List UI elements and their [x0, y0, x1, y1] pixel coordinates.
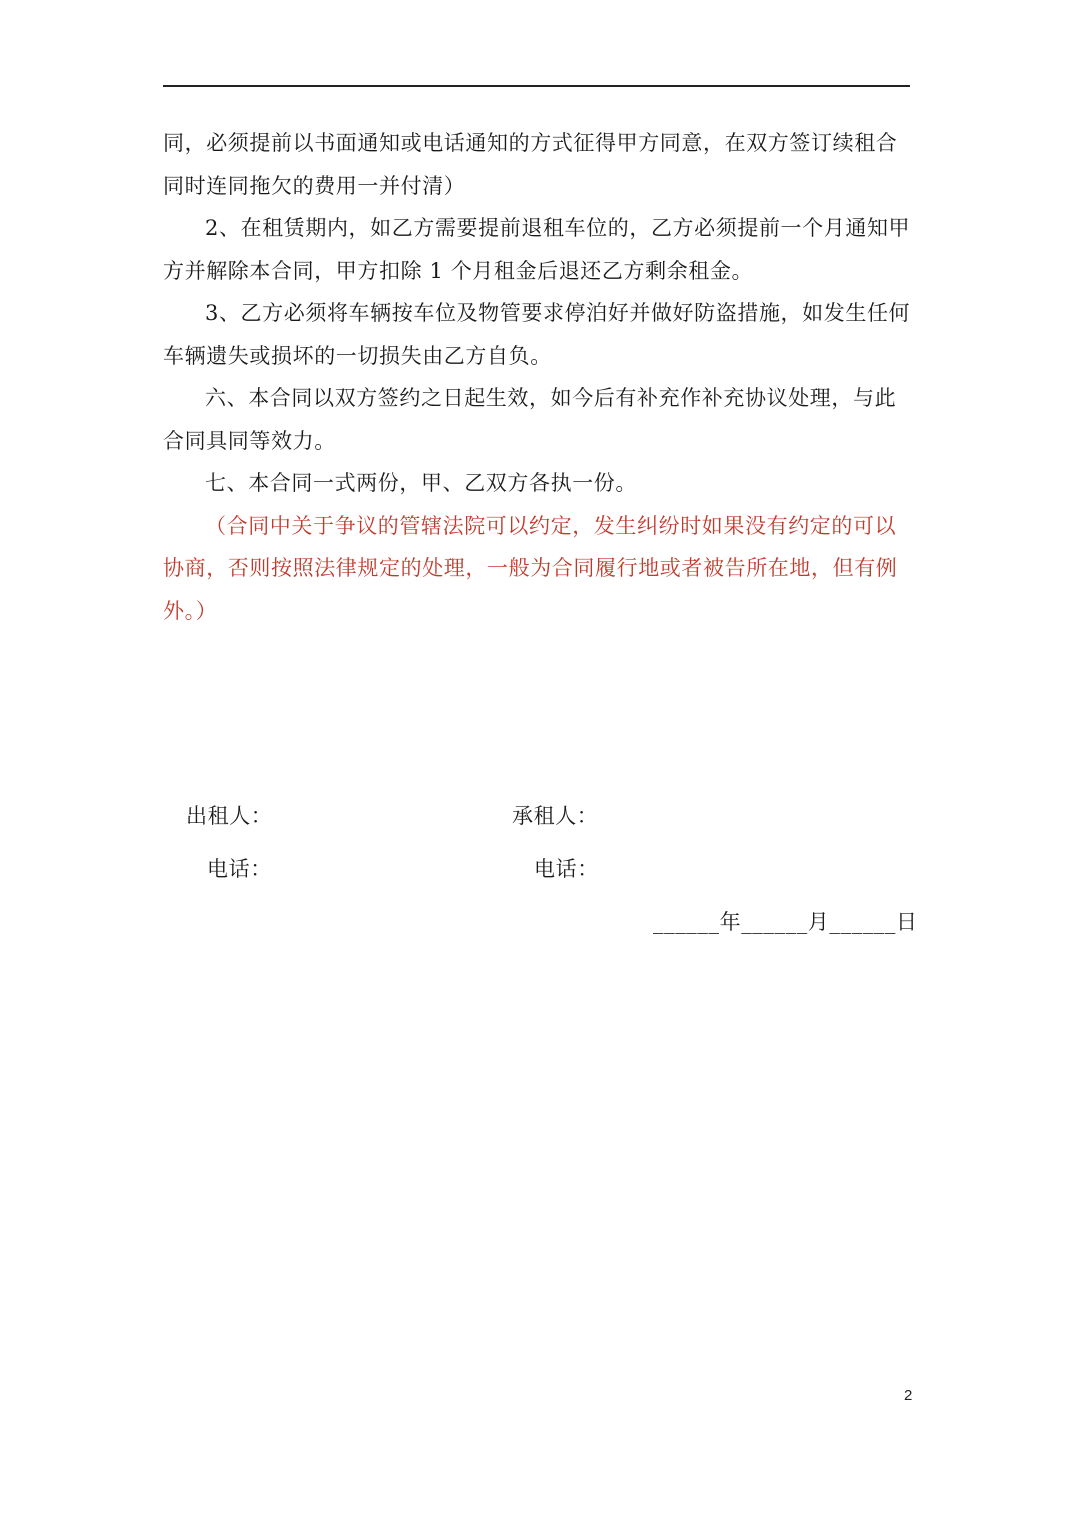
paragraph-article-6: 六、本合同以双方签约之日起生效，如今后有补充作补充协议处理，与此合同具同等效力。: [163, 386, 897, 453]
page-number: 2: [904, 1387, 913, 1404]
lessor-label: 出租人：: [186, 804, 273, 828]
paragraph-note-red: （合同中关于争议的管辖法院可以约定，发生纠纷时如果没有约定的可以协商，否则按照法律规定的处理，一般为合同履行地或者被告所在地，但有例外。）: [163, 513, 898, 623]
paragraph-continuation: 同，必须提前以书面通知或电话通知的方式征得甲方同意，在双方签订续租合同时连同拖欠的费用一并付清）: [163, 131, 898, 198]
date-line: ______年______月______日: [653, 910, 918, 934]
contract-body: [163, 122, 915, 632]
header-rule: [163, 85, 910, 87]
lessor-phone-label: 电话：: [207, 857, 272, 881]
lessee-phone-label: 电话：: [534, 857, 599, 881]
paragraph-clause-2: 2、在租赁期内，如乙方需要提前退租车位的，乙方必须提前一个月通知甲方并解除本合同，甲方扣除 1 个月租金后退还乙方剩余租金。: [163, 216, 911, 283]
lessee-label: 承租人：: [512, 804, 599, 828]
paragraph-clause-3: 3、乙方必须将车辆按车位及物管要求停泊好并做好防盗措施，如发生任何车辆遗失或损坏的一切损失由乙方自负。: [163, 301, 911, 368]
paragraph-article-7: 七、本合同一式两份，甲、乙双方各执一份。: [205, 471, 637, 495]
